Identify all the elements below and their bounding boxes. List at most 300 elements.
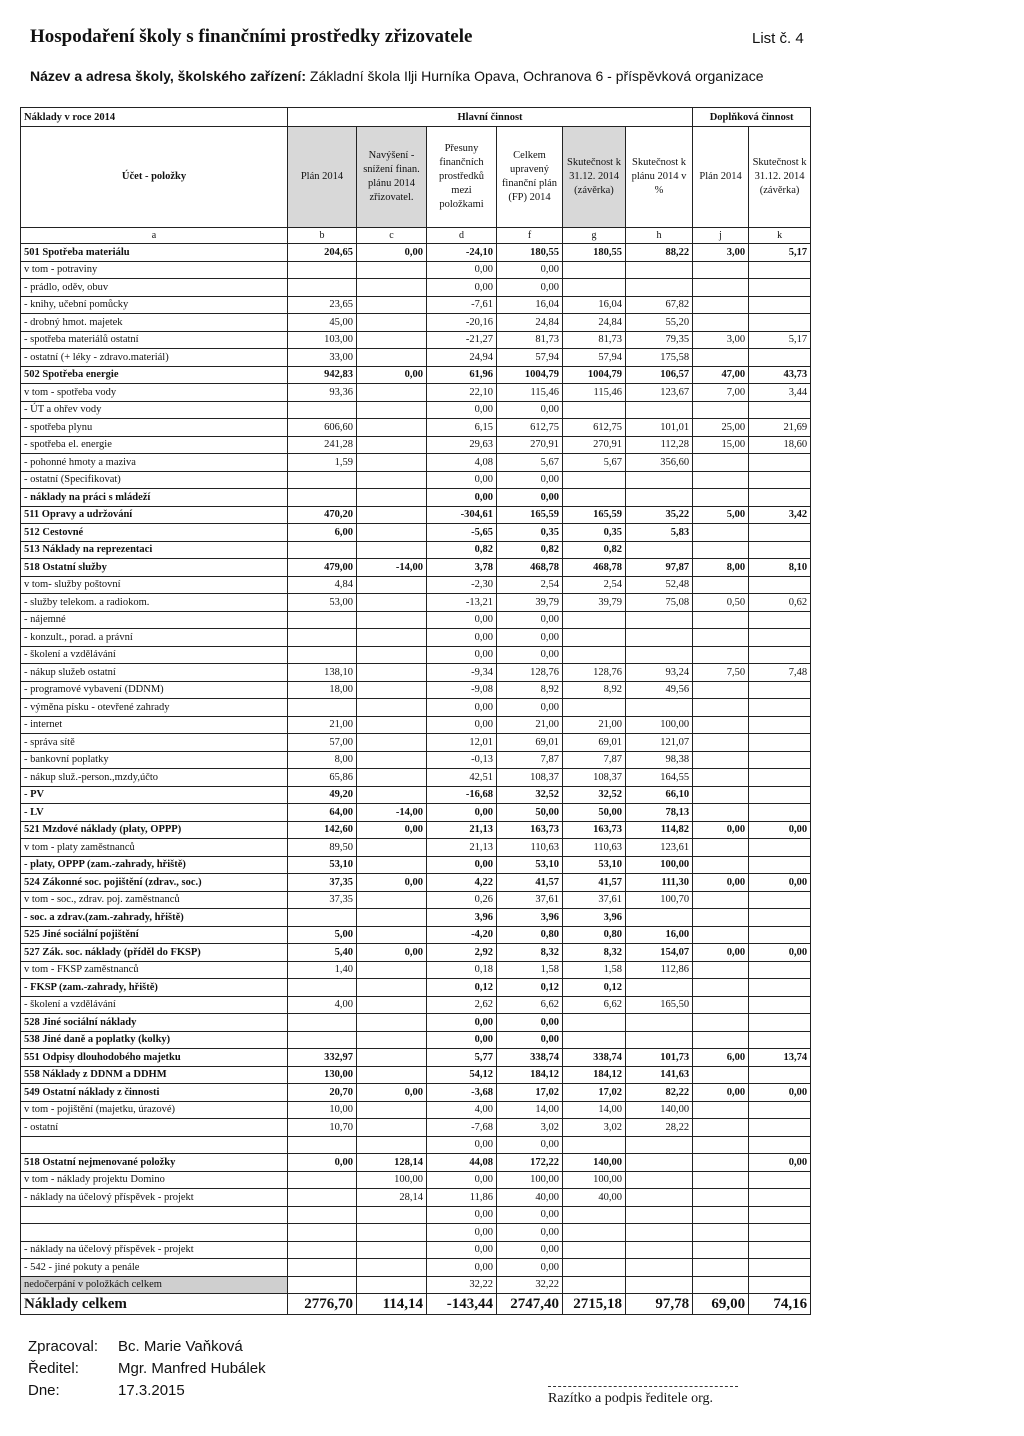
table-row (21, 401, 811, 419)
row-value: -3,68 (427, 1084, 497, 1102)
row-value: 0,00 (288, 1154, 357, 1172)
costs-table-container (20, 107, 810, 1315)
row-value: 270,91 (563, 436, 626, 454)
row-value: 0,00 (427, 804, 497, 822)
row-label: 549 Ostatní náklady z činnosti (21, 1084, 288, 1102)
row-value (357, 786, 427, 804)
table-row (21, 664, 811, 682)
row-value: 138,10 (288, 664, 357, 682)
row-value: 55,20 (626, 314, 693, 332)
row-value (357, 926, 427, 944)
column-letter: a (21, 228, 288, 244)
table-row (21, 909, 811, 927)
row-value: 0,00 (497, 261, 563, 279)
row-value (693, 1276, 749, 1294)
row-value (357, 751, 427, 769)
row-label: - pohonné hmoty a maziva (21, 454, 288, 472)
header-side-plan: Plán 2014 (693, 127, 749, 228)
row-value: 0,00 (357, 1084, 427, 1102)
row-value: 468,78 (497, 559, 563, 577)
row-value (693, 1171, 749, 1189)
row-value: 0,00 (497, 646, 563, 664)
row-label: - spotřeba materiálů ostatní (21, 331, 288, 349)
row-value (749, 314, 811, 332)
row-value: 5,40 (288, 944, 357, 962)
row-value (626, 541, 693, 559)
row-value (563, 1136, 626, 1154)
row-label: - knihy, učební pomůcky (21, 296, 288, 314)
row-value (288, 1224, 357, 1242)
row-label: 525 Jiné sociální pojištění (21, 926, 288, 944)
row-value (693, 1224, 749, 1242)
row-value: 479,00 (288, 559, 357, 577)
row-label: - správa sítě (21, 734, 288, 752)
row-value: 0,00 (749, 1084, 811, 1102)
row-value: 18,60 (749, 436, 811, 454)
table-row (21, 699, 811, 717)
row-value (357, 664, 427, 682)
header-actual: Skutečnost k 31.12. 2014 (závěrka) (563, 127, 626, 228)
total-plan: 2776,70 (288, 1294, 357, 1315)
row-value: 163,73 (497, 821, 563, 839)
row-value (749, 1136, 811, 1154)
row-value (563, 1031, 626, 1049)
row-value: 0,12 (563, 979, 626, 997)
row-value: 0,00 (497, 1241, 563, 1259)
table-row (21, 384, 811, 402)
row-value: 1004,79 (497, 366, 563, 384)
row-value (563, 489, 626, 507)
row-value: 0,35 (563, 524, 626, 542)
row-value (749, 1101, 811, 1119)
row-value (357, 576, 427, 594)
row-value (626, 279, 693, 297)
row-label: 521 Mzdové náklady (platy, OPPP) (21, 821, 288, 839)
row-value: 14,00 (497, 1101, 563, 1119)
row-value (357, 1101, 427, 1119)
row-value: 4,08 (427, 454, 497, 472)
row-label: - platy, OPPP (zam.-zahrady, hřiště) (21, 856, 288, 874)
row-value (693, 786, 749, 804)
row-value (357, 1276, 427, 1294)
row-value (693, 524, 749, 542)
row-value (749, 1189, 811, 1207)
total-actual-percent: 97,78 (626, 1294, 693, 1315)
row-value (357, 401, 427, 419)
row-value (288, 1189, 357, 1207)
row-value: -13,21 (427, 594, 497, 612)
row-value: 5,67 (563, 454, 626, 472)
row-value: 0,00 (497, 279, 563, 297)
row-value: -7,68 (427, 1119, 497, 1137)
row-value: 28,22 (626, 1119, 693, 1137)
row-value (626, 909, 693, 927)
row-value: 0,00 (749, 944, 811, 962)
row-value: 24,84 (563, 314, 626, 332)
row-value: 79,35 (626, 331, 693, 349)
row-value: 0,00 (497, 1224, 563, 1242)
row-label: 518 Ostatní nejmenované položky (21, 1154, 288, 1172)
row-value (357, 1014, 427, 1032)
table-row (21, 804, 811, 822)
row-value: 16,00 (626, 926, 693, 944)
row-value: 0,00 (427, 401, 497, 419)
table-row (21, 296, 811, 314)
row-value: 123,61 (626, 839, 693, 857)
row-value (626, 489, 693, 507)
row-value (749, 804, 811, 822)
row-value: 22,10 (427, 384, 497, 402)
column-letter: c (357, 228, 427, 244)
row-value (288, 261, 357, 279)
row-value (693, 734, 749, 752)
row-value (749, 1066, 811, 1084)
row-value (357, 734, 427, 752)
row-value (693, 611, 749, 629)
row-value: -304,61 (427, 506, 497, 524)
row-value: 338,74 (563, 1049, 626, 1067)
row-value: 49,20 (288, 786, 357, 804)
row-value: 0,12 (427, 979, 497, 997)
table-row (21, 856, 811, 874)
row-value: 88,22 (626, 244, 693, 262)
table-row (21, 559, 811, 577)
row-value (626, 699, 693, 717)
row-value (693, 1101, 749, 1119)
table-row (21, 1066, 811, 1084)
row-value: 0,00 (427, 629, 497, 647)
row-value: 12,01 (427, 734, 497, 752)
row-label: - internet (21, 716, 288, 734)
table-row (21, 1259, 811, 1277)
row-value: 5,00 (288, 926, 357, 944)
row-value (749, 979, 811, 997)
row-value: 61,96 (427, 366, 497, 384)
row-value (563, 279, 626, 297)
row-value: 165,59 (497, 506, 563, 524)
row-value: 110,63 (497, 839, 563, 857)
row-value (357, 681, 427, 699)
row-value: 100,70 (626, 891, 693, 909)
row-value (357, 349, 427, 367)
row-value (288, 1276, 357, 1294)
table-row (21, 331, 811, 349)
row-value (693, 996, 749, 1014)
row-value (357, 1259, 427, 1277)
column-letter: h (626, 228, 693, 244)
row-value: 3,96 (563, 909, 626, 927)
row-value: 53,10 (288, 856, 357, 874)
row-value (749, 646, 811, 664)
row-label: 513 Náklady na reprezentaci (21, 541, 288, 559)
row-value: 67,82 (626, 296, 693, 314)
row-value: 0,82 (563, 541, 626, 559)
row-label: v tom - náklady projektu Domino (21, 1171, 288, 1189)
row-value (749, 891, 811, 909)
stamp-signature-line: Razítko a podpis ředitele org. (548, 1386, 738, 1407)
row-value: 23,65 (288, 296, 357, 314)
row-value: 7,87 (497, 751, 563, 769)
table-row (21, 821, 811, 839)
row-value (288, 909, 357, 927)
table-row (21, 489, 811, 507)
row-value (357, 629, 427, 647)
row-value: 0,82 (427, 541, 497, 559)
school-label: Název a adresa školy, školského zařízení: (30, 68, 306, 84)
row-value: 106,57 (626, 366, 693, 384)
row-value (693, 751, 749, 769)
row-value (693, 1259, 749, 1277)
row-value: 45,00 (288, 314, 357, 332)
row-value: 112,28 (626, 436, 693, 454)
row-value (288, 1259, 357, 1277)
row-label: 501 Spotřeba materiálu (21, 244, 288, 262)
row-label: - nájemné (21, 611, 288, 629)
row-value: 0,00 (427, 1259, 497, 1277)
row-value (749, 996, 811, 1014)
row-value: 180,55 (497, 244, 563, 262)
row-label: - ostatní (Specifikovat) (21, 471, 288, 489)
row-value (749, 1276, 811, 1294)
row-value: 32,52 (497, 786, 563, 804)
row-label (21, 1206, 288, 1224)
row-value (357, 296, 427, 314)
row-value: 7,00 (693, 384, 749, 402)
row-value (749, 1259, 811, 1277)
row-value: 66,10 (626, 786, 693, 804)
row-value: 8,32 (497, 944, 563, 962)
row-value: 108,37 (497, 769, 563, 787)
table-row (21, 279, 811, 297)
table-row (21, 454, 811, 472)
row-value (288, 1031, 357, 1049)
table-row (21, 926, 811, 944)
row-value (357, 979, 427, 997)
row-value: 6,62 (563, 996, 626, 1014)
row-value (563, 471, 626, 489)
table-row (21, 1171, 811, 1189)
row-value: -14,00 (357, 559, 427, 577)
row-label: 558 Náklady z DDNM a DDHM (21, 1066, 288, 1084)
table-row (21, 1014, 811, 1032)
table-row (21, 1241, 811, 1259)
row-value: 0,62 (749, 594, 811, 612)
row-value (626, 1241, 693, 1259)
row-value (357, 1066, 427, 1084)
row-value (693, 1066, 749, 1084)
table-row (21, 716, 811, 734)
row-value (749, 769, 811, 787)
table-row (21, 471, 811, 489)
row-value (626, 1136, 693, 1154)
row-value: 8,92 (497, 681, 563, 699)
row-value: 52,48 (626, 576, 693, 594)
row-label: - prádlo, oděv, obuv (21, 279, 288, 297)
row-value (288, 401, 357, 419)
row-value (357, 506, 427, 524)
row-value: 93,36 (288, 384, 357, 402)
row-value: 101,73 (626, 1049, 693, 1067)
row-value (749, 699, 811, 717)
row-label: - LV (21, 804, 288, 822)
row-value: 1,58 (497, 961, 563, 979)
row-value: 16,04 (497, 296, 563, 314)
row-label (21, 1136, 288, 1154)
row-value (749, 734, 811, 752)
row-value: 29,63 (427, 436, 497, 454)
row-value: 0,00 (427, 856, 497, 874)
row-value: 140,00 (626, 1101, 693, 1119)
header-side-activity: Doplňková činnost (693, 108, 811, 127)
row-value: 0,00 (427, 646, 497, 664)
row-value (749, 681, 811, 699)
row-value: 115,46 (497, 384, 563, 402)
row-value: 332,97 (288, 1049, 357, 1067)
row-value (749, 1206, 811, 1224)
row-label: 518 Ostatní služby (21, 559, 288, 577)
row-value (693, 279, 749, 297)
row-value (693, 349, 749, 367)
row-value (357, 524, 427, 542)
row-value: 0,00 (497, 471, 563, 489)
row-value: 0,80 (497, 926, 563, 944)
row-value: 0,00 (749, 821, 811, 839)
row-value: 69,01 (497, 734, 563, 752)
row-value: 39,79 (563, 594, 626, 612)
row-value (626, 611, 693, 629)
table-row (21, 839, 811, 857)
row-value: 4,84 (288, 576, 357, 594)
row-value: 0,00 (749, 874, 811, 892)
column-letter: d (427, 228, 497, 244)
row-value: 0,00 (427, 716, 497, 734)
row-value: 0,00 (497, 1031, 563, 1049)
total-adjusted-plan: 2747,40 (497, 1294, 563, 1315)
row-value: 3,96 (497, 909, 563, 927)
row-value (288, 471, 357, 489)
table-row (21, 244, 811, 262)
row-value: 6,00 (693, 1049, 749, 1067)
row-value: 108,37 (563, 769, 626, 787)
row-value: 0,00 (357, 944, 427, 962)
row-value: 130,00 (288, 1066, 357, 1084)
row-label: v tom - potraviny (21, 261, 288, 279)
row-label: - drobný hmot. majetek (21, 314, 288, 332)
column-letter: f (497, 228, 563, 244)
table-row (21, 961, 811, 979)
header-adjusted-plan: Celkem upravený finanční plán (FP) 2014 (497, 127, 563, 228)
table-row (21, 734, 811, 752)
row-value: 2,62 (427, 996, 497, 1014)
table-row (21, 786, 811, 804)
row-value: 141,63 (626, 1066, 693, 1084)
row-value: 180,55 (563, 244, 626, 262)
director-name: Mgr. Manfred Hubálek (118, 1360, 266, 1377)
total-label: Náklady celkem (21, 1294, 288, 1315)
row-label: - spotřeba el. energie (21, 436, 288, 454)
header-account: Účet - položky (21, 127, 288, 228)
row-value: 10,00 (288, 1101, 357, 1119)
header-costs-year: Náklady v roce 2014 (21, 108, 288, 127)
row-value (626, 1259, 693, 1277)
row-value: 942,83 (288, 366, 357, 384)
row-label: v tom - soc., zdrav. poj. zaměstnanců (21, 891, 288, 909)
row-value (749, 961, 811, 979)
row-value: 1004,79 (563, 366, 626, 384)
row-value: 100,00 (563, 1171, 626, 1189)
row-value (693, 1136, 749, 1154)
row-value: 114,82 (626, 821, 693, 839)
row-label: - soc. a zdrav.(zam.-zahrady, hřiště) (21, 909, 288, 927)
row-value: 32,22 (497, 1276, 563, 1294)
row-value: 20,70 (288, 1084, 357, 1102)
row-value: 5,00 (693, 506, 749, 524)
row-value (749, 261, 811, 279)
row-value (749, 1241, 811, 1259)
row-value: 7,48 (749, 664, 811, 682)
header-plan: Plán 2014 (288, 127, 357, 228)
row-value: 612,75 (563, 419, 626, 437)
row-value (749, 401, 811, 419)
row-value (563, 401, 626, 419)
row-value (693, 489, 749, 507)
row-value: 24,84 (497, 314, 563, 332)
row-label: v tom- služby poštovní (21, 576, 288, 594)
table-row (21, 541, 811, 559)
row-value: 64,00 (288, 804, 357, 822)
row-value: 13,74 (749, 1049, 811, 1067)
row-value: 128,76 (563, 664, 626, 682)
row-value: 356,60 (626, 454, 693, 472)
row-value: 7,87 (563, 751, 626, 769)
row-label: - ostatní (+ léky - zdravo.materiál) (21, 349, 288, 367)
row-value (357, 471, 427, 489)
row-value: 5,83 (626, 524, 693, 542)
row-value (749, 524, 811, 542)
row-value: 21,00 (497, 716, 563, 734)
row-value: 241,28 (288, 436, 357, 454)
row-label: 524 Zákonné soc. pojištění (zdrav., soc.) (21, 874, 288, 892)
row-value: 75,08 (626, 594, 693, 612)
row-value: 89,50 (288, 839, 357, 857)
row-value (693, 471, 749, 489)
row-value: 0,00 (497, 1014, 563, 1032)
row-value (693, 839, 749, 857)
row-value (626, 1154, 693, 1172)
prepared-name: Bc. Marie Vaňková (118, 1338, 243, 1355)
row-value (693, 541, 749, 559)
row-value: 43,73 (749, 366, 811, 384)
table-row (21, 506, 811, 524)
table-row (21, 769, 811, 787)
row-value: 0,00 (427, 471, 497, 489)
row-value: 3,02 (497, 1119, 563, 1137)
row-value: 42,51 (427, 769, 497, 787)
row-value: 3,00 (693, 244, 749, 262)
row-value (288, 699, 357, 717)
row-value: 32,22 (427, 1276, 497, 1294)
row-label: - spotřeba plynu (21, 419, 288, 437)
row-value (693, 891, 749, 909)
row-value (563, 1276, 626, 1294)
row-value (626, 1014, 693, 1032)
row-value: 0,00 (497, 1259, 563, 1277)
row-value: 470,20 (288, 506, 357, 524)
table-row (21, 1224, 811, 1242)
row-value (288, 1206, 357, 1224)
row-value: 6,00 (288, 524, 357, 542)
row-label: 502 Spotřeba energie (21, 366, 288, 384)
